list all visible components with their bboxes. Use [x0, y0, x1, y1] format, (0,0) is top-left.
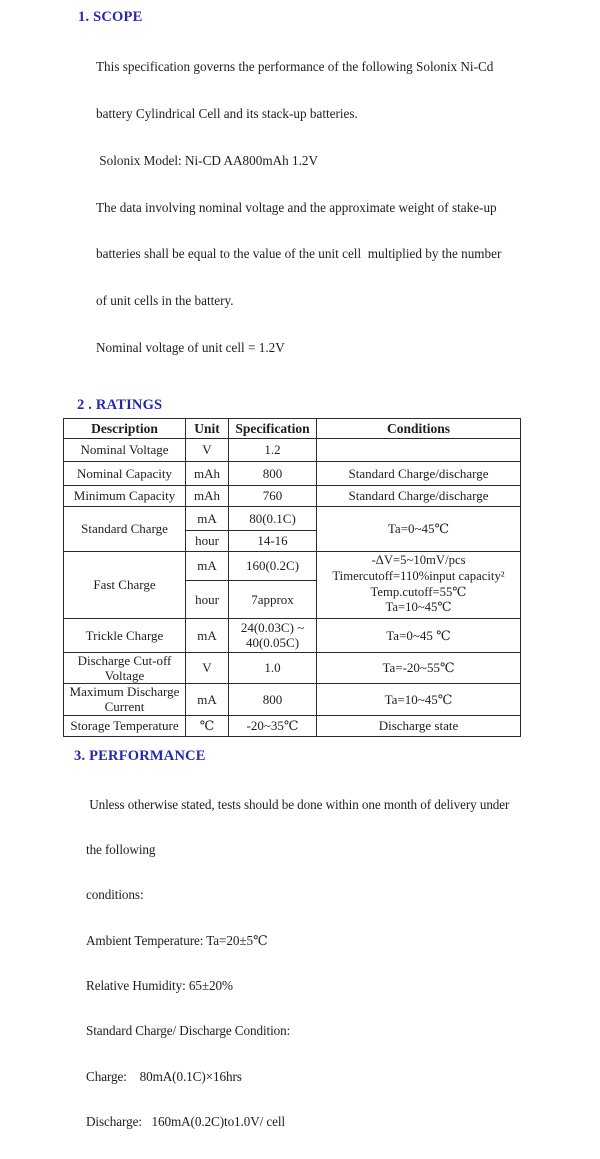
cell-conditions: Ta=10~45℃: [317, 683, 521, 715]
performance-line: Relative Humidity: 65±20%: [86, 977, 233, 993]
cell-spec: 800: [229, 461, 317, 485]
performance-paragraph: [86, 767, 600, 1159]
scope-section-heading: 1. SCOPE: [78, 9, 143, 25]
table-row-fast-charge-ma: [64, 551, 521, 580]
performance-line: conditions:: [86, 887, 144, 903]
cell-conditions: Discharge state: [317, 715, 521, 736]
table-row-discharge-cutoff: [64, 652, 521, 683]
cell-description: Fast Charge: [64, 551, 186, 618]
scope-line: of unit cells in the battery.: [96, 293, 234, 309]
trickle-spec-line: 24(0.03C) ~: [240, 619, 305, 635]
cell-conditions: Standard Charge/discharge: [317, 485, 521, 506]
cell-unit: mA: [186, 551, 229, 580]
ratings-table: [63, 418, 521, 737]
cell-unit: hour: [186, 530, 229, 551]
cell-description: Discharge Cut-off Voltage: [64, 652, 186, 683]
table-row-nominal-capacity: [64, 461, 521, 485]
performance-line: Ambient Temperature: Ta=20±5℃: [86, 932, 268, 948]
fast-charge-condition-line: Timercutoff=110%input capacity²: [332, 568, 505, 583]
cell-spec: 7approx: [229, 580, 317, 618]
scope-nominal-voltage-line: Nominal voltage of unit cell = 1.2V: [96, 339, 285, 355]
scope-line: battery Cylindrical Cell and its stack-up batteries.: [96, 105, 358, 121]
header-specification: Specification: [229, 418, 317, 438]
scope-line: This specification governs the performance of the following Solonix Ni-Cd: [96, 59, 494, 75]
performance-line: Unless otherwise stated, tests should be done within one month of delivery under: [86, 796, 510, 812]
cell-conditions: Ta=0~45℃: [317, 506, 521, 551]
cell-spec: -20~35℃: [229, 715, 317, 736]
performance-discharge-line: Discharge: 160mA(0.2C)to1.0V/ cell: [86, 1113, 286, 1129]
cell-spec: 1.0: [229, 652, 317, 683]
cell-conditions: Ta=-20~55℃: [317, 652, 521, 683]
scope-line: The data involving nominal voltage and the approximate weight of stake-up: [96, 199, 497, 215]
fast-charge-condition-line: -ΔV=5~10mV/pcs: [371, 553, 466, 568]
fast-charge-condition-line: Temp.cutoff=55℃: [370, 584, 467, 599]
cell-spec-trickle: [229, 618, 317, 652]
table-row-storage-temperature: [64, 715, 521, 736]
header-conditions: Conditions: [317, 418, 521, 438]
cell-spec: 14-16: [229, 530, 317, 551]
header-description: Description: [64, 418, 186, 438]
cell-spec: 80(0.1C): [229, 506, 317, 530]
trickle-spec-line: 40(0.05C): [245, 635, 300, 651]
table-row-standard-charge-ma: [64, 506, 521, 530]
cell-description: Nominal Capacity: [64, 461, 186, 485]
ratings-section-heading: 2 . RATINGS: [77, 396, 163, 413]
cell-description: Trickle Charge: [64, 618, 186, 652]
cell-conditions: Ta=0~45 ℃: [317, 618, 521, 652]
cell-conditions: Standard Charge/discharge: [317, 461, 521, 485]
performance-charge-line: Charge: 80mA(0.1C)×16hrs: [86, 1068, 242, 1084]
cell-unit: mA: [186, 683, 229, 715]
performance-section-heading: 3. PERFORMANCE: [74, 747, 206, 764]
cell-unit: mAh: [186, 485, 229, 506]
cell-unit: mA: [186, 618, 229, 652]
cell-description: Storage Temperature: [64, 715, 186, 736]
performance-line: Standard Charge/ Discharge Condition:: [86, 1023, 291, 1039]
cell-description: Minimum Capacity: [64, 485, 186, 506]
table-row-max-discharge: [64, 683, 521, 715]
cell-conditions-fast-charge: [317, 551, 521, 618]
scope-paragraph: [96, 28, 600, 387]
table-row-trickle-charge: [64, 618, 521, 652]
cell-description: Standard Charge: [64, 506, 186, 551]
cell-unit: mA: [186, 506, 229, 530]
cell-description: Nominal Voltage: [64, 438, 186, 461]
cell-unit: hour: [186, 580, 229, 618]
cell-spec: 800: [229, 683, 317, 715]
table-header-row: [64, 418, 521, 438]
scope-line: batteries shall be equal to the value of the unit cell multiplied by the number: [96, 246, 502, 262]
cell-description: Maximum Discharge Current: [64, 683, 186, 715]
cell-unit: ℃: [186, 715, 229, 736]
cell-spec: 1.2: [229, 438, 317, 461]
cell-unit: V: [186, 652, 229, 683]
header-unit: Unit: [186, 418, 229, 438]
cell-spec: 760: [229, 485, 317, 506]
scope-model-line: Solonix Model: Ni-CD AA800mAh 1.2V: [96, 152, 318, 168]
cell-unit: mAh: [186, 461, 229, 485]
fast-charge-condition-line: Ta=10~45℃: [385, 600, 452, 615]
performance-line: the following: [86, 842, 156, 858]
table-row-minimum-capacity: [64, 485, 521, 506]
cell-unit: V: [186, 438, 229, 461]
cell-conditions: [317, 438, 521, 461]
cell-spec: 160(0.2C): [229, 551, 317, 580]
table-row-nominal-voltage: [64, 438, 521, 461]
